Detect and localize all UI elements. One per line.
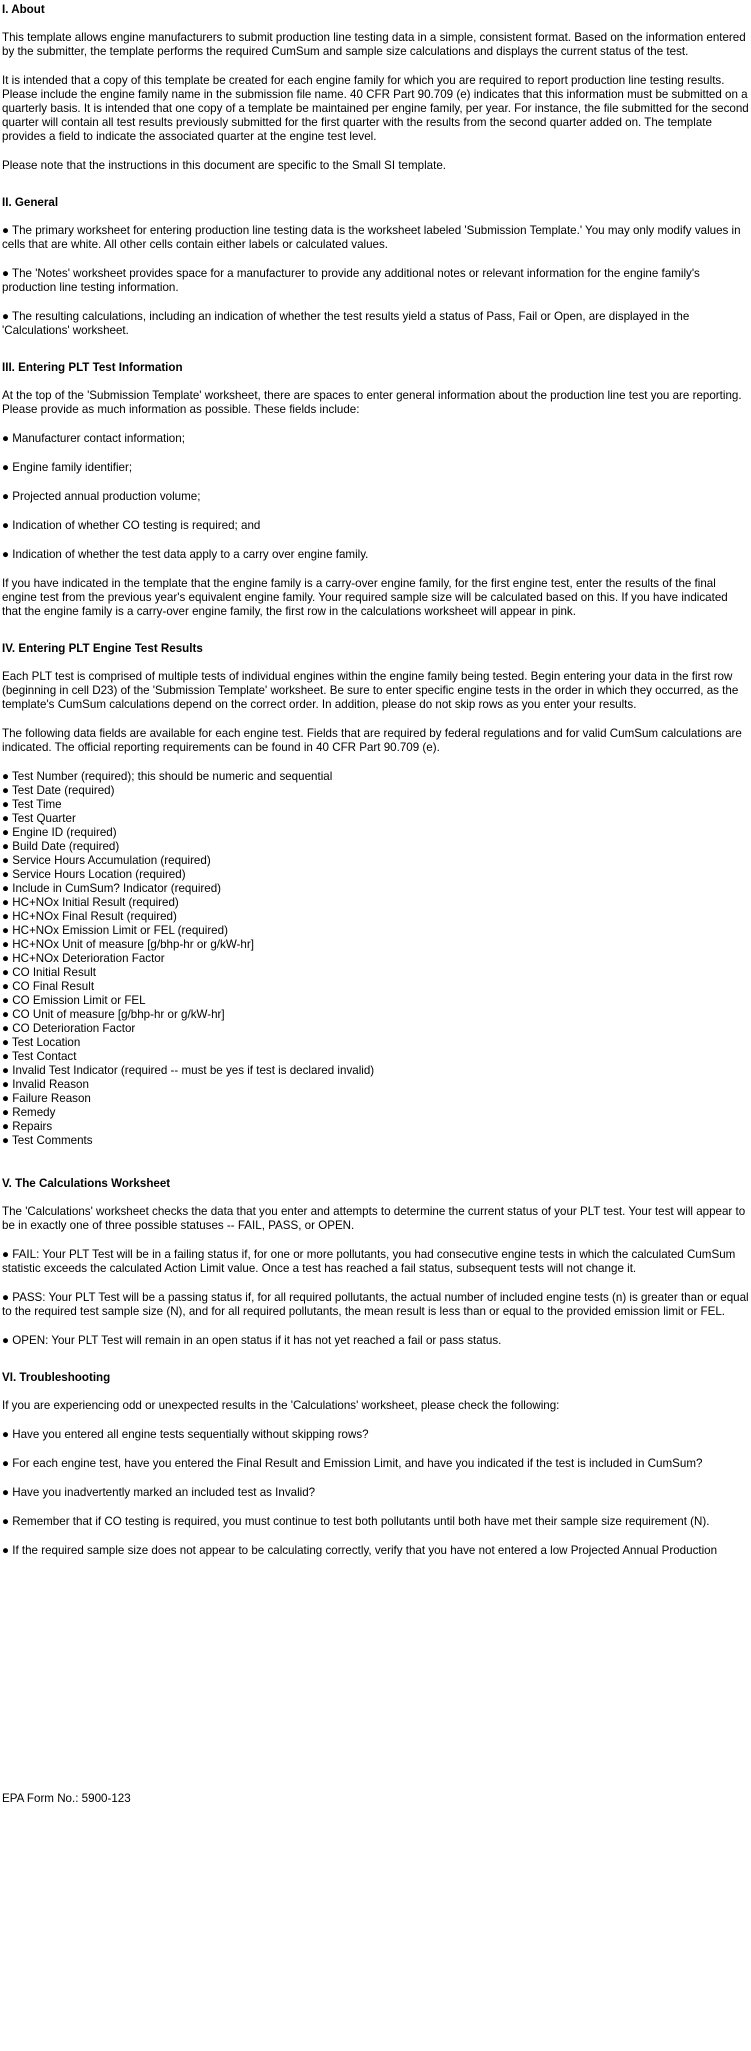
bullet-item: ● Have you entered all engine tests sequentially without skipping rows?	[2, 1428, 369, 1441]
list-item: ● Failure Reason	[2, 1092, 91, 1105]
bullet-item: ● Manufacturer contact information;	[2, 432, 185, 445]
list-item: ● Remedy	[2, 1106, 56, 1119]
list-item: ● CO Emission Limit or FEL	[2, 994, 146, 1007]
list-item: ● CO Deterioration Factor	[2, 1022, 136, 1035]
section-entering-test-information	[2, 361, 749, 619]
section-calculations-worksheet	[2, 1177, 749, 1348]
list-item: ● Test Time	[2, 798, 62, 811]
paragraph: At the top of the 'Submission Template' worksheet, there are spaces to enter general information about the production line test you are reporting. Please provide as much information as possible. These fields include:	[2, 389, 742, 416]
instructions-document	[0, 3, 751, 1805]
section-heading: II. General	[2, 196, 59, 209]
bullet-item: ● The primary worksheet for entering production line testing data is the worksheet labeled 'Submission Template.' You may only modify values in cells that are white. All other cells contain either labels or calculated values.	[2, 224, 741, 251]
section-heading: IV. Entering PLT Engine Test Results	[2, 642, 203, 655]
section-general	[2, 196, 749, 338]
section-heading: V. The Calculations Worksheet	[2, 1177, 171, 1190]
list-item: ● Build Date (required)	[2, 840, 120, 853]
paragraph: Each PLT test is comprised of multiple tests of individual engines within the engine family being tested. Begin entering your data in the first row (beginning in cell D23) of the 'Submission Template' worksheet. Be sure to enter specific engine tests in the order in which they occurred, as the template's CumSum calculations depend on the correct order. In addition, please do not skip rows as you enter your results.	[2, 670, 739, 711]
paragraph: This template allows engine manufacturers to submit production line testing data in a simple, consistent format. Based on the information entered by the submitter, the template performs the required CumSum and sample size calculations and displays the current status of the test.	[2, 31, 746, 58]
list-item: ● Engine ID (required)	[2, 826, 117, 839]
paragraph: Please note that the instructions in this document are specific to the Small SI template.	[2, 159, 447, 172]
bullet-item: ● Engine family identifier;	[2, 461, 133, 474]
list-item: ● Service Hours Accumulation (required)	[2, 854, 211, 867]
bullet-item: ● OPEN: Your PLT Test will remain in an open status if it has not yet reached a fail or pass status.	[2, 1334, 502, 1347]
section-entering-test-results	[2, 642, 749, 1148]
list-item: ● Test Location	[2, 1036, 81, 1049]
paragraph: The 'Calculations' worksheet checks the data that you enter and attempts to determine the current status of your PLT test. Your test will appear to be in exactly one of three possible statuses -- FAIL, PASS, or OPEN.	[2, 1205, 746, 1232]
list-item: ● HC+NOx Emission Limit or FEL (required)	[2, 924, 228, 937]
list-item: ● Repairs	[2, 1120, 53, 1133]
bullet-item: ● Indication of whether CO testing is required; and	[2, 519, 261, 532]
list-item: ● HC+NOx Initial Result (required)	[2, 896, 179, 909]
paragraph: If you are experiencing odd or unexpected results in the 'Calculations' worksheet, please check the following:	[2, 1399, 560, 1412]
list-item: ● Test Contact	[2, 1050, 77, 1063]
list-item: ● Test Comments	[2, 1134, 93, 1147]
paragraph: The following data fields are available for each engine test. Fields that are required by federal regulations and for valid CumSum calculations are indicated. The official reporting requirements can be found in 40 CFR Part 90.709 (e).	[2, 727, 742, 754]
bullet-item: ● FAIL: Your PLT Test will be in a failing status if, for one or more pollutants, you had consecutive engine tests in which the calculated CumSum statistic exceeds the calculated Action Limit value. Once a test has reached a fail status, subsequent tests will not change it.	[2, 1248, 736, 1275]
list-item: ● Test Date (required)	[2, 784, 115, 797]
list-item: ● Invalid Reason	[2, 1078, 89, 1091]
list-item: ● Test Number (required); this should be numeric and sequential	[2, 770, 333, 783]
section-heading: VI. Troubleshooting	[2, 1371, 111, 1384]
bullet-item: ● If the required sample size does not appear to be calculating correctly, verify that you have not entered a low Projected Annual Production	[2, 1544, 718, 1557]
paragraph: If you have indicated in the template that the engine family is a carry-over engine family, for the first engine test, enter the results of the final engine test from the previous year's equivalent engine family. Your required sample size will be calculated based on this. If you have indicated that the engine family is a carry-over engine family, the first row in the calculations worksheet will appear in pink.	[2, 577, 728, 618]
section-about	[2, 3, 749, 173]
section-heading: I. About	[2, 3, 45, 16]
bullet-item: ● The resulting calculations, including an indication of whether the test results yield a status of Pass, Fail or Open, are displayed in the 'Calculations' worksheet.	[2, 310, 690, 337]
list-item: ● HC+NOx Deterioration Factor	[2, 952, 165, 965]
bullet-item: ● The 'Notes' worksheet provides space for a manufacturer to provide any additional notes or relevant information for the engine family's production line testing information.	[2, 267, 700, 294]
list-item: ● Include in CumSum? Indicator (required)	[2, 882, 222, 895]
paragraph: It is intended that a copy of this template be created for each engine family for which you are required to report production line testing results. Please include the engine family name in the submission file name. 40 CFR Part 90.709 (e) indicates that this information must be submitted on a quarterly basis. It is intended that one copy of a template be maintained per engine family, per year. For instance, the file submitted for the second quarter will contain all test results previously submitted for the first quarter with the results from the second quarter added on. The template provides a field to indicate the associated quarter at the engine test level.	[2, 74, 749, 143]
form-number: EPA Form No.: 5900-123	[2, 1792, 131, 1805]
bullet-item: ● PASS: Your PLT Test will be a passing status if, for all required pollutants, the actual number of included engine tests (n) is greater than or equal to the required test sample size (N), and for all required pollutants, the mean result is less than or equal to the provided emission limit or FEL.	[2, 1291, 749, 1318]
bullet-item: ● Projected annual production volume;	[2, 490, 201, 503]
bullet-item: ● Remember that if CO testing is required, you must continue to test both pollutants until both have met their sample size requirement (N).	[2, 1515, 710, 1528]
bullet-item: ● Have you inadvertently marked an included test as Invalid?	[2, 1486, 316, 1499]
list-item: ● CO Initial Result	[2, 966, 96, 979]
list-item: ● CO Unit of measure [g/bhp-hr or g/kW-hr]	[2, 1008, 225, 1021]
section-heading: III. Entering PLT Test Information	[2, 361, 183, 374]
bullet-item: ● For each engine test, have you entered the Final Result and Emission Limit, and have you indicated if the test is included in CumSum?	[2, 1457, 703, 1470]
list-item: ● Test Quarter	[2, 812, 76, 825]
list-item: ● CO Final Result	[2, 980, 95, 993]
data-field-list	[2, 770, 749, 1148]
list-item: ● HC+NOx Unit of measure [g/bhp-hr or g/kW-hr]	[2, 938, 254, 951]
section-troubleshooting	[2, 1371, 749, 1558]
list-item: ● HC+NOx Final Result (required)	[2, 910, 177, 923]
bullet-item: ● Indication of whether the test data apply to a carry over engine family.	[2, 548, 369, 561]
list-item: ● Invalid Test Indicator (required -- must be yes if test is declared invalid)	[2, 1064, 375, 1077]
list-item: ● Service Hours Location (required)	[2, 868, 186, 881]
